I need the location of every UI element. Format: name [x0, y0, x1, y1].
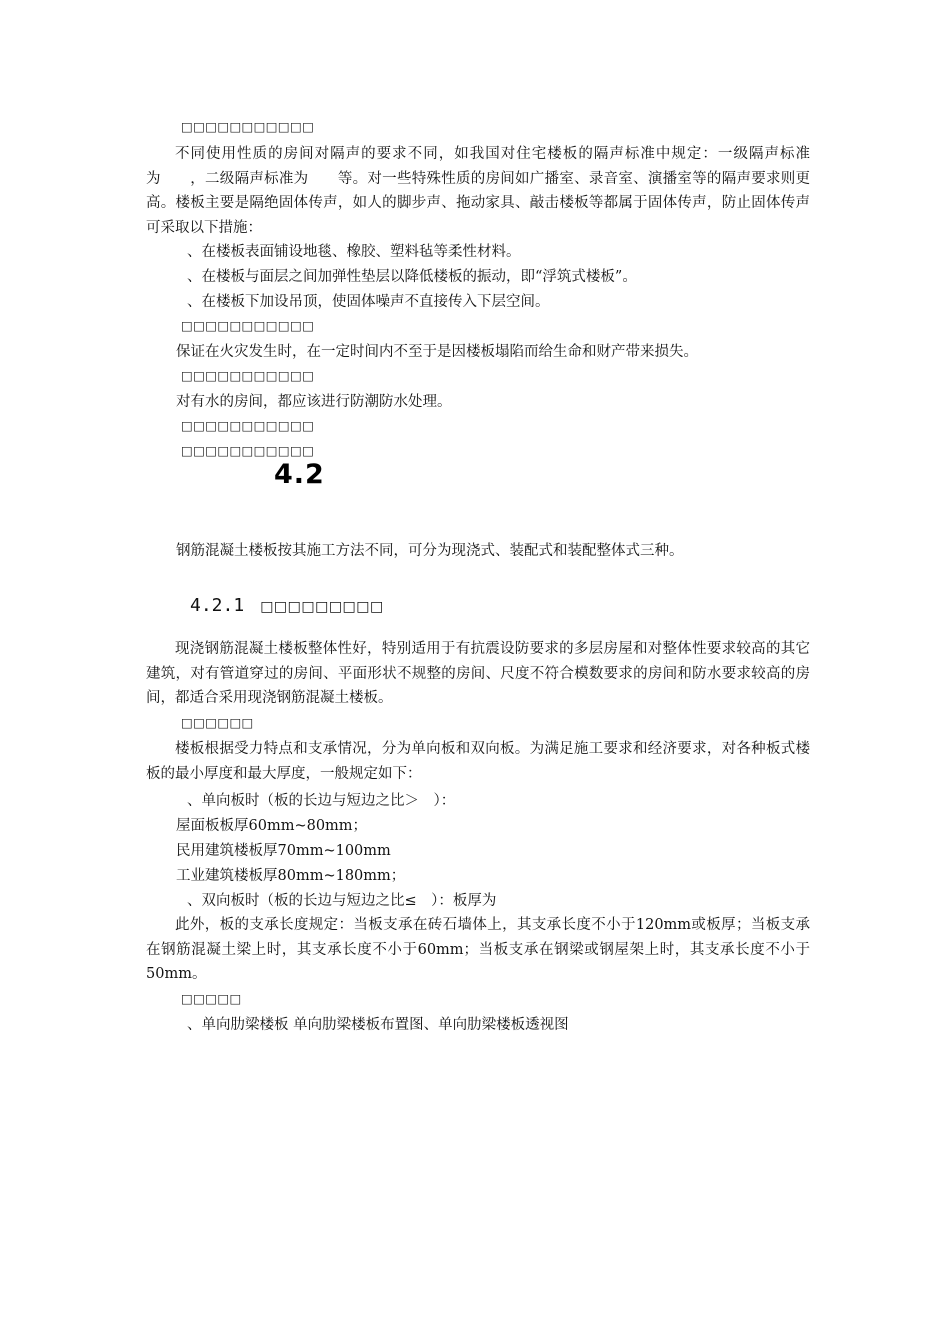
- cast-in-place-paragraph: 现浇钢筋混凝土楼板整体性好，特别适用于有抗震设防要求的多层房屋和对整体性要求较高的其它建筑，对有管道穿过的房间、平面形状不规整的房间、尺度不符合模数要求的房间和防水要求较高的房间，都适合采用现浇钢筋混凝土楼板。: [146, 641, 810, 706]
- subsection-number: 4.2.1: [190, 595, 245, 616]
- heading-row-1: □□□□□□□□□□□: [181, 119, 315, 134]
- one-way-slab-label: 、单向板时（板的长边与短边之比＞ ）：: [187, 793, 456, 809]
- roof-slab-thickness: 屋面板板厚60mm~80mm；: [176, 818, 368, 834]
- subsection-title: □□□□□□□□□: [260, 599, 384, 615]
- slab-paragraph: 楼板根据受力特点和支承情况，分为单向板和双向板。为满足施工要求和经济要求，对各种板式楼板的最小厚度和最大厚度，一般规定如下：: [146, 741, 810, 782]
- civil-slab-thickness: 民用建筑楼板厚70mm~100mm: [176, 843, 391, 859]
- heading-row-5: □□□□□□□□□□□: [181, 443, 315, 458]
- water-text: 对有水的房间，都应该进行防潮防水处理。: [176, 394, 452, 410]
- section-number: 4.2: [274, 459, 325, 490]
- heading-row-7: □□□□□: [181, 991, 242, 1006]
- measure-3: 、在楼板下加设吊顶，使固体噪声不直接传入下层空间。: [187, 294, 550, 310]
- measure-1: 、在楼板表面铺设地毯、橡胶、塑料毡等柔性材料。: [187, 244, 521, 260]
- heading-row-4: □□□□□□□□□□□: [181, 418, 315, 433]
- heading-row-3: □□□□□□□□□□□: [181, 368, 315, 383]
- two-way-slab-label: 、双向板时（板的长边与短边之比≤ ）：板厚为: [187, 893, 497, 909]
- heading-row-2: □□□□□□□□□□□: [181, 318, 315, 333]
- support-length-paragraph: 此外，板的支承长度规定：当板支承在砖石墙体上，其支承长度不小于120mm或板厚；当板支承在钢筋混凝土梁上时，其支承长度不小于60mm；当板支承在钢梁或钢屋架上时，其支承长度不小于50mm。: [146, 917, 810, 982]
- subsection-heading: [190, 594, 384, 619]
- section-intro: 钢筋混凝土楼板按其施工方法不同，可分为现浇式、装配式和装配整体式三种。: [176, 543, 684, 559]
- industrial-slab-thickness: 工业建筑楼板厚80mm~180mm；: [176, 868, 406, 884]
- fire-text: 保证在火灾发生时，在一定时间内不至于是因楼板塌陷而给生命和财产带来损失。: [176, 344, 698, 360]
- sound-insulation-paragraph: 不同使用性质的房间对隔声的要求不同，如我国对住宅楼板的隔声标准中规定：一级隔声标准为 ，二级隔声标准为 等。对一些特殊性质的房间如广播室、录音室、演播室等的隔声要求则更高。楼板主要是隔绝固体传声，如人的脚步声、拖动家具、敲击楼板等都属于固体传声，防止固体传声可采取以下措施：: [146, 146, 810, 236]
- measure-2: 、在楼板与面层之间加弹性垫层以降低楼板的振动，即“浮筑式楼板”。: [187, 269, 637, 285]
- heading-row-6: □□□□□□: [181, 715, 254, 730]
- ribbed-slab-line: 、单向肋梁楼板 单向肋梁楼板布置图、单向肋梁楼板透视图: [187, 1017, 569, 1033]
